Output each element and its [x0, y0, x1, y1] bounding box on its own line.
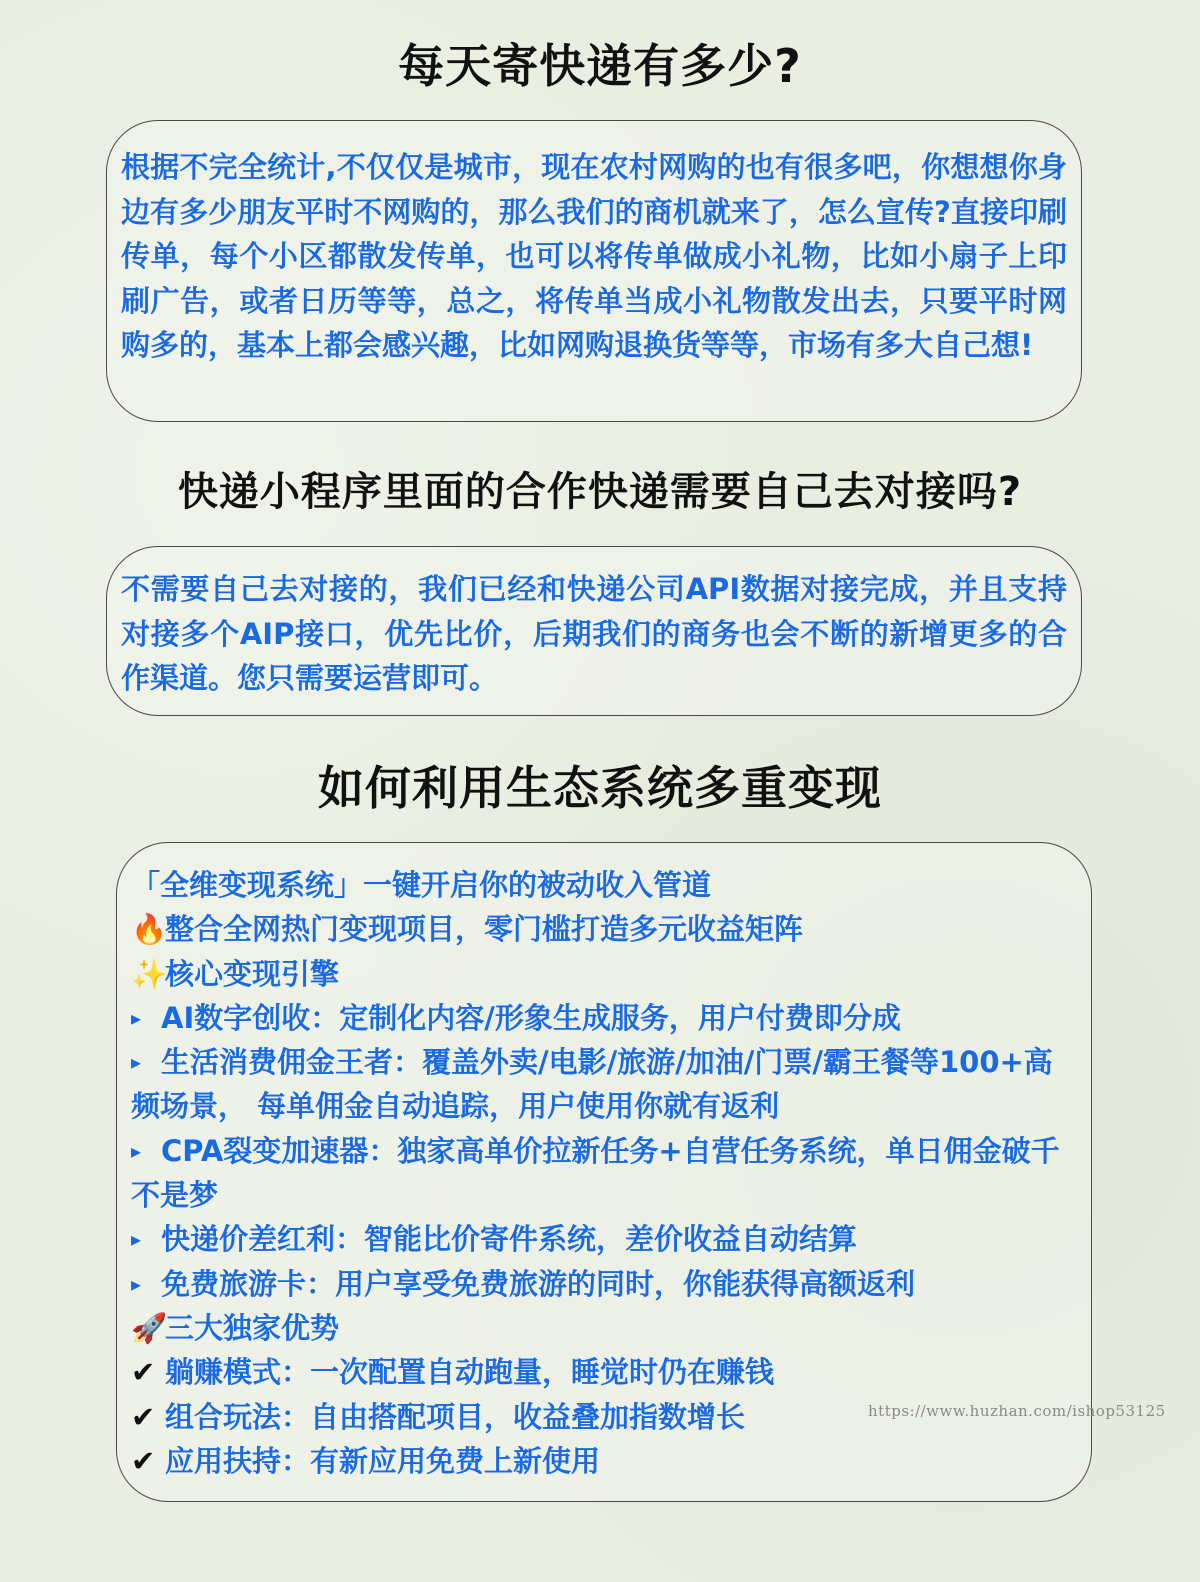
- list-item: [131, 1350, 1079, 1394]
- check-icon: ✔: [131, 1443, 156, 1478]
- answer-box-daily-parcels: [106, 120, 1082, 422]
- list-item: [131, 996, 1079, 1040]
- heading-monetization: 如何利用生态系统多重变现: [318, 761, 882, 815]
- list-item-text: 整合全网热门变现项目，零门槛打造多元收益矩阵: [165, 912, 804, 947]
- list-item: [131, 1262, 1079, 1306]
- sparkles-icon: ✨: [131, 956, 168, 991]
- list-item: [131, 1217, 1079, 1261]
- list-item: [131, 1306, 1079, 1350]
- list-item: [131, 1040, 1079, 1129]
- list-item: [131, 863, 1079, 907]
- check-icon: ✔: [131, 1399, 156, 1434]
- list-item-text: 应用扶持：有新应用免费上新使用: [165, 1443, 601, 1478]
- list-item-text: CPA裂变加速器：独家高单价拉新任务+自营任务系统，单日佣金破千不是梦: [131, 1133, 1060, 1213]
- list-item: [131, 907, 1079, 951]
- heading-daily-parcels: 每天寄快递有多少?: [398, 39, 802, 93]
- answer-box-courier-integration: [106, 546, 1082, 716]
- triangle-bullet-icon: ▸: [131, 1005, 142, 1030]
- triangle-bullet-icon: ▸: [131, 1271, 142, 1296]
- heading-courier-integration: 快递小程序里面的合作快递需要自己去对接吗?: [177, 469, 1023, 515]
- triangle-bullet-icon: ▸: [131, 1227, 142, 1252]
- answer-text-courier-integration: 不需要自己去对接的，我们已经和快递公司API数据对接完成，并且支持对接多个AIP接口，优先比价，后期我们的商务也会不断的新增更多的合作渠道。您只需要运营即可。: [121, 572, 1067, 695]
- list-item-text: 生活消费佣金王者：覆盖外卖/电影/旅游/加油/门票/霸王餐等100+高频场景， 每单佣金自动追踪，用户使用你就有返利: [131, 1045, 1053, 1124]
- list-item-text: 核心变现引擎: [165, 956, 340, 991]
- rocket-icon: 🚀: [131, 1310, 168, 1345]
- watermark: https://www.huzhan.com/ishop53125: [868, 1402, 1166, 1420]
- answer-text-daily-parcels: 根据不完全统计,不仅仅是城市，现在农村网购的也有很多吧，你想想你身边有多少朋友平时不网购的，那么我们的商机就来了，怎么宣传?直接印刷传单，每个小区都散发传单，也可以将传单做成小礼物，比如小扇子上印刷广告，或者日历等等，总之，将传单当成小礼物散发出去，只要平时网购多的，基本上都会感兴趣，比如网购退换货等等，市场有多大自己想!: [121, 150, 1067, 362]
- triangle-bullet-icon: ▸: [131, 1138, 142, 1163]
- triangle-bullet-icon: ▸: [131, 1050, 142, 1075]
- check-icon: ✔: [131, 1355, 156, 1390]
- list-item-text: 组合玩法：自由搭配项目，收益叠加指数增长: [165, 1399, 746, 1434]
- list-item: [131, 1439, 1079, 1483]
- list-item-text: AI数字创收：定制化内容/形象生成服务，用户付费即分成: [161, 1000, 901, 1035]
- list-item-text: 快递价差红利：智能比价寄件系统，差价收益自动结算: [161, 1222, 858, 1257]
- list-item-text: 免费旅游卡：用户享受免费旅游的同时，你能获得高额返利: [161, 1266, 916, 1301]
- list-item: [131, 952, 1079, 996]
- list-item-text: 三大独家优势: [165, 1310, 340, 1345]
- list-item-text: 躺赚模式：一次配置自动跑量，睡觉时仍在赚钱: [165, 1355, 775, 1390]
- list-item-text: 「全维变现系统」一键开启你的被动收入管道: [131, 868, 712, 902]
- list-item: [131, 1129, 1079, 1218]
- fire-icon: 🔥: [131, 912, 168, 947]
